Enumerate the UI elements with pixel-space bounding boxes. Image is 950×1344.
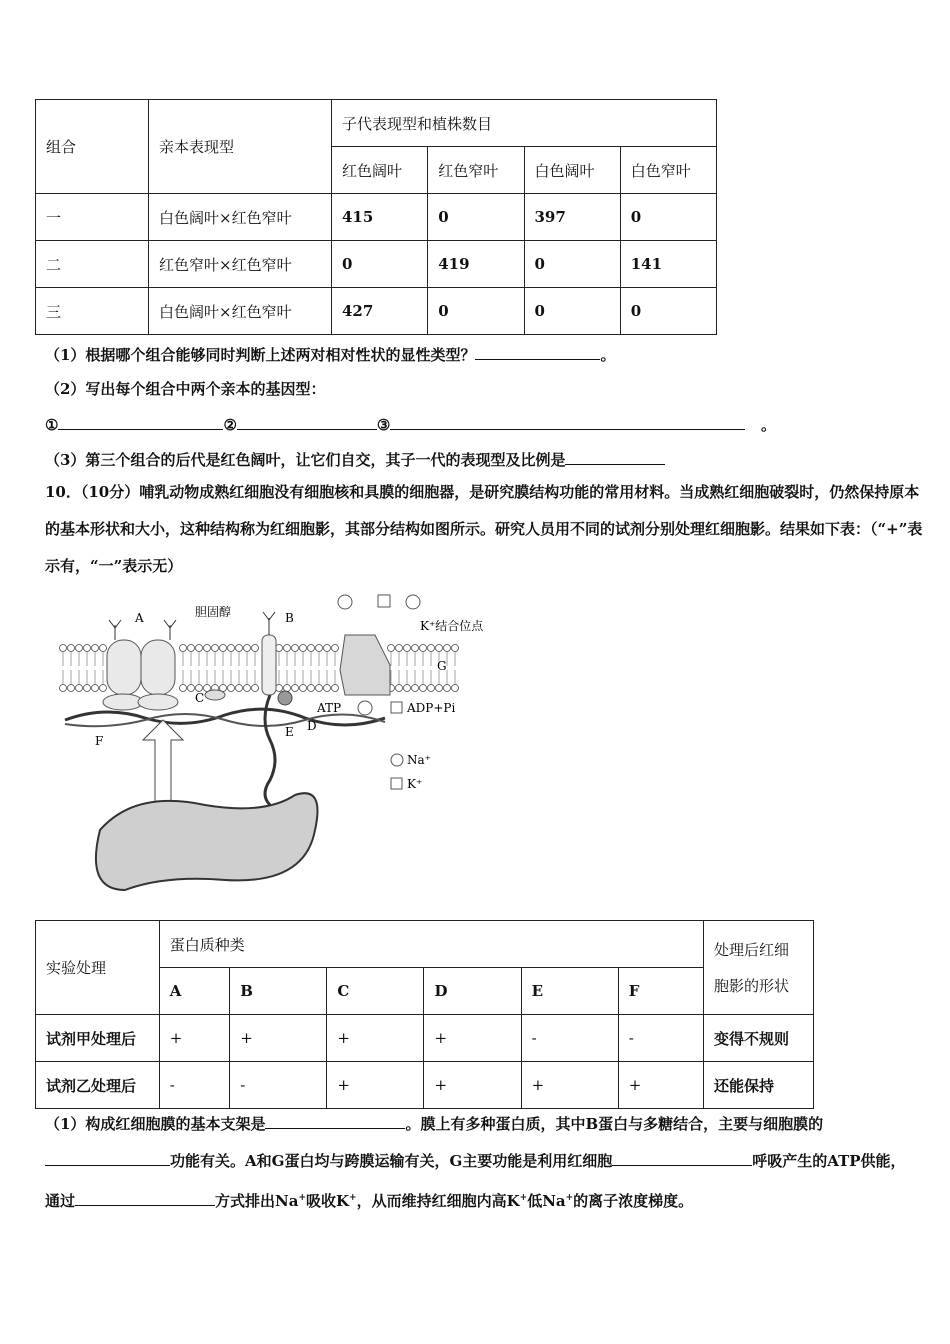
genetics-table [35,99,717,335]
q9-part2: （2）写出每个组合中两个亲本的基因型： [45,380,326,398]
protein-header: B [230,968,327,1015]
protein-header: C [327,968,424,1015]
answer-blank[interactable] [612,1149,752,1166]
q9-blanks: ① ② ③ 。 [45,413,776,435]
header-shape: 处理后红细胞影的形状 [703,921,813,1015]
label-f: F [95,734,104,748]
shape-cell: 变得不规则 [703,1015,813,1062]
label-adp: ADP+Pi [407,701,456,715]
protein-header: F [618,968,703,1015]
table-row [36,288,717,335]
value-cell: 0 [524,288,620,335]
label-d: D [307,719,317,733]
value-cell: 0 [428,194,524,241]
answer-blank[interactable] [45,1149,170,1166]
table-row [36,1015,814,1062]
answer-blank[interactable] [565,448,665,465]
answer-blank[interactable] [58,413,223,430]
value-cell: 397 [524,194,620,241]
label-cholesterol: 胆固醇 [195,605,232,619]
protein-g [340,635,390,695]
value-cell: 415 [332,194,428,241]
q9-part3: （3）第三个组合的后代是红色阔叶，让它们自交，其子一代的表现型及比例是 [45,448,665,470]
header-group: 组合 [36,100,149,194]
value-cell: 0 [524,241,620,288]
answer-blank[interactable] [237,413,377,430]
q10-intro: 10．（10分）哺乳动物成熟红细胞没有细胞核和具膜的细胞器，是研究膜结构功能的常用材料。当成熟红细胞破裂时，仍然保持原本的基本形状和大小，这种结构称为红细胞影，其部分结构如图所示。研究人员用不同的试剂分别处理红细胞影。结果如下表：（“+”表示有，“一”表示无） [45,483,923,575]
table-row [36,194,717,241]
value-cell: + [521,1062,618,1109]
value-cell: + [618,1062,703,1109]
answer-blank[interactable] [390,413,745,430]
parents-cell: 白色阔叶×红色窄叶 [149,288,332,335]
protein-d [278,691,292,705]
value-cell: 0 [332,241,428,288]
value-cell: 419 [428,241,524,288]
value-cell: + [424,1015,521,1062]
red-cell-shape [96,793,318,890]
membrane-diagram [45,590,515,900]
table-row [36,241,717,288]
sub-header: 白色阔叶 [524,147,620,194]
sub-header: 红色阔叶 [332,147,428,194]
group-cell: 三 [36,288,149,335]
header-treatment: 实验处理 [36,921,160,1015]
label-g: G [437,659,447,673]
label-e: E [285,725,294,739]
value-cell: - [521,1015,618,1062]
label-atp: ATP [317,701,342,715]
legend-k: K⁺ [407,777,423,791]
label-site: K⁺结合位点 [420,619,484,633]
sub-header: 红色窄叶 [428,147,524,194]
group-cell: 二 [36,241,149,288]
value-cell: 0 [620,288,716,335]
treatment-cell: 试剂甲处理后 [36,1015,160,1062]
protein-header: A [159,968,229,1015]
value-cell: 427 [332,288,428,335]
protein-header: E [521,968,618,1015]
value-cell: - [230,1062,327,1109]
value-cell: + [327,1062,424,1109]
q10-part1: （1）构成红细胞膜的基本支架是 。膜上有多种蛋白质，其中B蛋白与多糖结合，主要与细胞膜的功能有关。A和G蛋白均与跨膜运输有关，G主要功能是利用红细胞 呼吸产生的ATP供能，通过 方式排出Na+吸收K+，从而维持红细胞内高K+低Na+的离子浓度梯度。 [45,1106,910,1220]
q9-part1: （1）根据哪个组合能够同时判断上述两对相对性状的显性类型？ 。 [45,343,615,365]
label-c: C [195,691,205,705]
answer-blank[interactable] [475,343,600,360]
sub-header: 白色窄叶 [620,147,716,194]
value-cell: - [159,1062,229,1109]
answer-blank[interactable] [75,1189,215,1206]
value-cell: + [327,1015,424,1062]
parents-cell: 白色阔叶×红色窄叶 [149,194,332,241]
header-protein: 蛋白质种类 [159,921,703,968]
answer-blank[interactable] [265,1112,405,1129]
value-cell: 141 [620,241,716,288]
protein-table [35,920,814,1109]
value-cell: 0 [620,194,716,241]
shape-cell: 还能保持 [703,1062,813,1109]
header-parent: 亲本表现型 [149,100,332,194]
group-cell: 一 [36,194,149,241]
value-cell: - [618,1015,703,1062]
protein-c [205,690,225,700]
value-cell: + [230,1015,327,1062]
legend-na: Na⁺ [407,753,431,767]
protein-header: D [424,968,521,1015]
table-row [36,1062,814,1109]
value-cell: + [424,1062,521,1109]
value-cell: + [159,1015,229,1062]
label-a: A [135,611,144,625]
protein-a [103,640,178,710]
protein-e [265,695,275,805]
label-b: B [285,611,294,625]
parents-cell: 红色窄叶×红色窄叶 [149,241,332,288]
treatment-cell: 试剂乙处理后 [36,1062,160,1109]
header-offspring: 子代表现型和植株数目 [332,100,717,147]
protein-b [262,635,276,695]
value-cell: 0 [428,288,524,335]
